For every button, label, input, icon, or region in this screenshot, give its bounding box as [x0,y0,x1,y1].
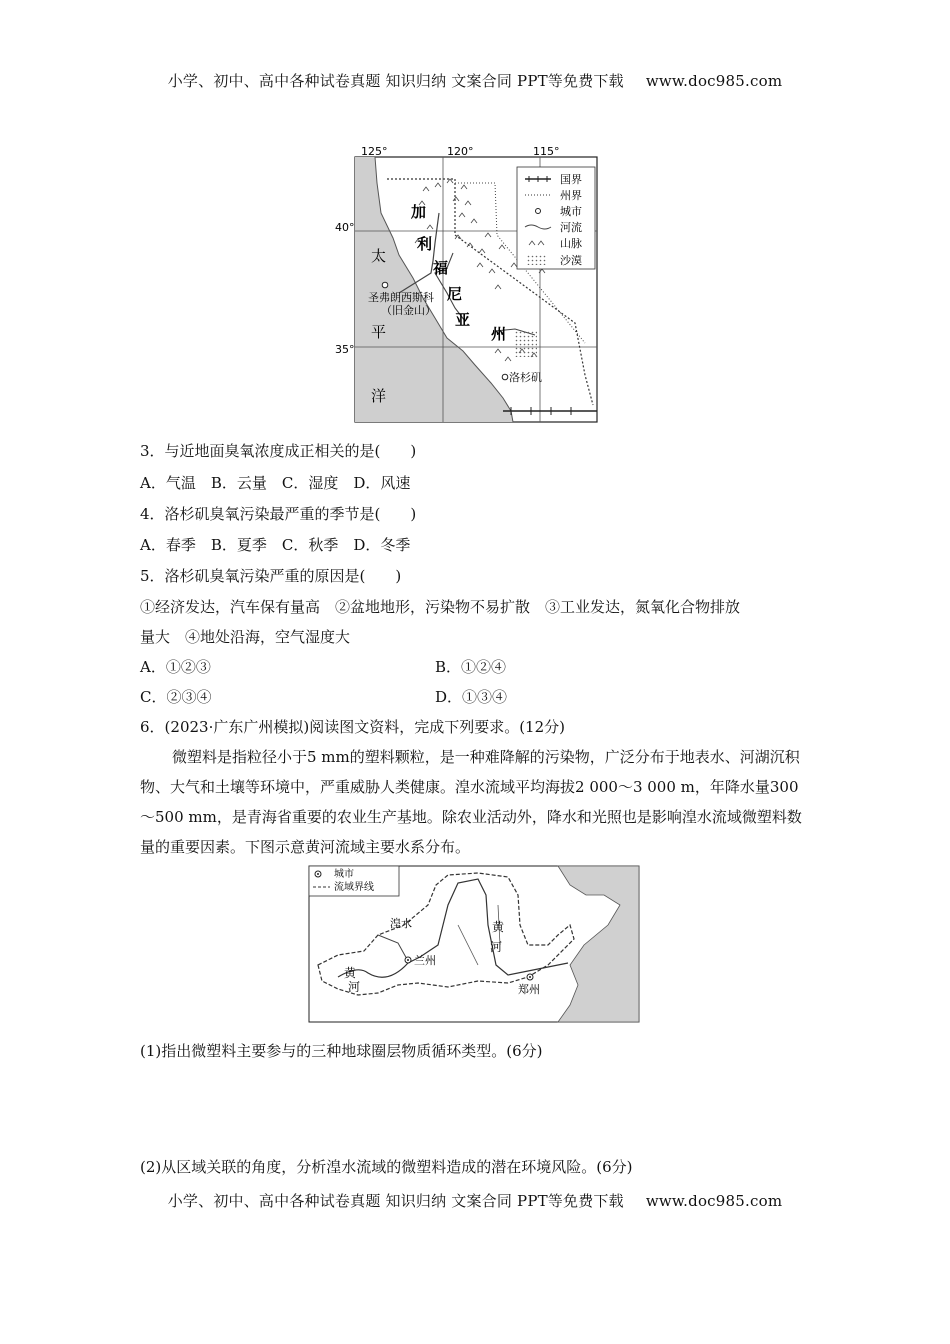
legend-desert: 沙漠 [560,254,582,267]
q4-options: A．春季 B．夏季 C．秋季 D．冬季 [140,536,411,554]
map2-legend-boundary: 流域界线 [334,882,374,893]
ocean-char-2: 平 [371,323,387,341]
lat-40: 40° [335,221,355,234]
legend-border: 国界 [560,173,582,186]
city-sf: 圣弗朗西斯科 [368,291,434,304]
california-map [335,143,600,425]
q5-stem: 5．洛杉矶臭氧污染严重的原因是( ) [140,567,402,585]
q4-stem: 4．洛杉矶臭氧污染最严重的季节是( ) [140,505,417,523]
label-he-1: 河 [348,980,361,994]
label-zhengzhou: 郑州 [518,983,540,996]
lon-115: 115° [533,145,560,158]
q5-option-d: D．①③④ [435,688,508,706]
footer-text: 小学、初中、高中各种试卷真题 知识归纳 文案合同 PPT等免费下载 [167,1192,624,1210]
label-he-2: 河 [490,940,503,954]
lon-125: 125° [361,145,388,158]
state-char-5: 亚 [455,311,471,329]
label-huang-1: 黄 [344,966,357,980]
legend-river: 河流 [560,221,582,234]
ocean-char-3: 洋 [371,387,387,405]
ocean-char-1: 太 [371,247,387,265]
q6-stem: 6．(2023·广东广州模拟)阅读图文资料，完成下列要求。(12分) [140,718,565,736]
page-footer [0,1190,950,1211]
lon-120: 120° [447,145,474,158]
page-header [0,70,950,91]
state-char-1: 加 [411,203,427,221]
q5-option-a: A．①②③ [140,658,211,676]
q5-line2: 量大 ④地处沿海，空气湿度大 [140,628,351,646]
footer-site: www.doc985.com [645,1192,783,1210]
q3-options: A．气温 B．云量 C．湿度 D．风速 [140,474,411,492]
lat-35: 35° [335,343,355,356]
header-site: www.doc985.com [645,72,783,90]
state-char-3: 福 [433,259,449,277]
q3-stem: 3．与近地面臭氧浓度成正相关的是( ) [140,442,417,460]
state-char-2: 利 [417,235,433,253]
label-lanzhou: 兰州 [414,954,436,967]
legend-state: 州界 [560,189,582,202]
legend-mountain: 山脉 [560,237,582,250]
state-char-6: 州 [491,325,507,343]
header-text: 小学、初中、高中各种试卷真题 知识归纳 文案合同 PPT等免费下载 [167,72,624,90]
city-la: 洛杉矶 [509,371,542,384]
q5-line1: ①经济发达，汽车保有量高 ②盆地地形，污染物不易扩散 ③工业发达，氮氧化合物排放 [140,598,741,616]
q5-option-c: C．②③④ [140,688,212,706]
q6-sub1: (1)指出微塑料主要参与的三种地球圈层物质循环类型。(6分) [140,1042,543,1060]
q6-sub2: (2)从区域关联的角度，分析湟水流域的微塑料造成的潜在环境风险。(6分) [140,1158,633,1176]
q5-option-b: B．①②④ [435,658,507,676]
map2-legend-city: 城市 [334,869,354,880]
label-huang-2: 黄 [492,920,505,934]
legend-city: 城市 [560,205,582,218]
yellow-river-map [308,865,640,1023]
city-sf-alt: （旧金山） [381,304,436,317]
q6-paragraph: 微塑料是指粒径小于5 mm的塑料颗粒，是一种难降解的污染物，广泛分布于地表水、河湖沉积物、大气和土壤等环境中，严重威胁人类健康。湟水流域平均海拔2 000～3 000 m，年降水量300～500 mm，是青海省重要的农业生产基地。除农业活动外，降水和光照也是影响湟水流域微塑料数量的重要因素。下图示意黄河流域主要水系分布。 [140,748,802,856]
state-char-4: 尼 [447,285,463,303]
label-huangshui: 湟水 [390,917,412,930]
